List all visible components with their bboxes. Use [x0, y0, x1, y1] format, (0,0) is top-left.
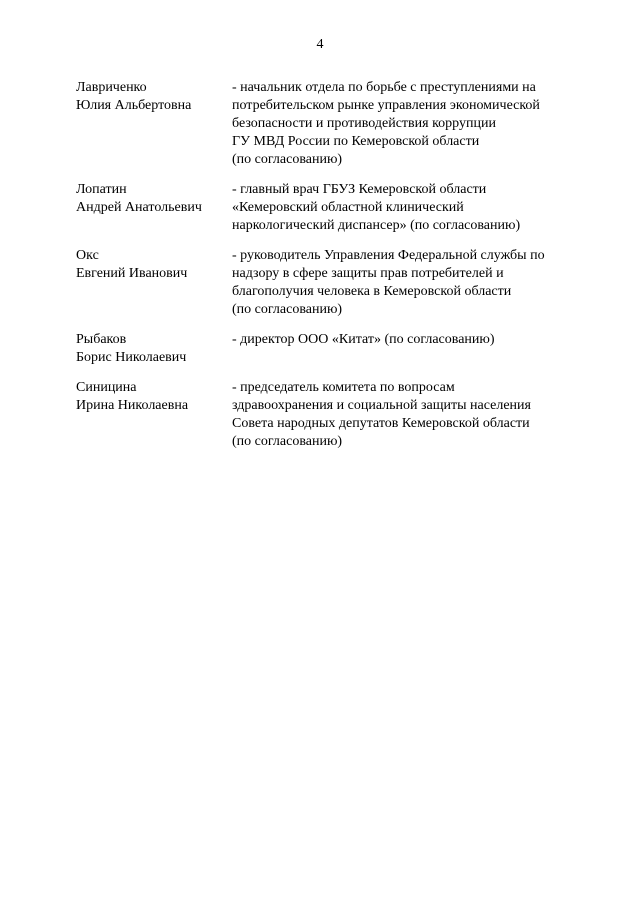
member-entry [76, 331, 586, 367]
member-name [76, 247, 232, 319]
member-entry [76, 181, 586, 235]
position-line: (по согласованию) [232, 434, 343, 449]
member-given-names: Юлия Альбертовна [76, 98, 192, 113]
position-line: - главный врач ГБУЗ Кемеровской области [232, 182, 487, 197]
member-name [76, 79, 232, 169]
position-line: потребительском рынке управления экономической [232, 98, 540, 113]
member-position [232, 79, 586, 169]
position-line: безопасности и противодействия коррупции [232, 116, 496, 131]
member-surname: Окс [76, 248, 99, 263]
member-given-names: Борис Николаевич [76, 350, 187, 365]
position-line: - руководитель Управления Федеральной службы по [232, 248, 545, 263]
position-line: (по согласованию) [232, 152, 343, 167]
member-entry [76, 79, 586, 169]
member-surname: Синицина [76, 380, 137, 395]
page-number: 4 [316, 37, 324, 52]
position-line: - начальник отдела по борьбе с преступлениями на [232, 80, 536, 95]
position-line: - директор ООО «Китат» (по согласованию) [232, 332, 495, 347]
position-line: - председатель комитета по вопросам [232, 380, 455, 395]
position-line: здравоохранения и социальной защиты населения [232, 398, 531, 413]
position-line: благополучия человека в Кемеровской области [232, 284, 512, 299]
member-entry [76, 379, 586, 451]
position-line: Совета народных депутатов Кемеровской области [232, 416, 530, 431]
member-name [76, 181, 232, 235]
member-position [232, 247, 586, 319]
member-position [232, 181, 586, 235]
member-name [76, 331, 232, 367]
position-line: ГУ МВД России по Кемеровской области [232, 134, 480, 149]
position-line: надзору в сфере защиты прав потребителей и [232, 266, 504, 281]
member-surname: Лавриченко [76, 80, 147, 95]
position-line: (по согласованию) [232, 302, 343, 317]
member-entry [76, 247, 586, 319]
member-given-names: Андрей Анатольевич [76, 200, 202, 215]
member-surname: Лопатин [76, 182, 127, 197]
member-list [76, 79, 586, 463]
member-given-names: Евгений Иванович [76, 266, 188, 281]
member-surname: Рыбаков [76, 332, 127, 347]
member-position [232, 379, 586, 451]
member-given-names: Ирина Николаевна [76, 398, 189, 413]
position-line: наркологический диспансер» (по согласованию) [232, 218, 521, 233]
member-position [232, 331, 586, 367]
member-name [76, 379, 232, 451]
position-line: «Кемеровский областной клинический [232, 200, 464, 215]
